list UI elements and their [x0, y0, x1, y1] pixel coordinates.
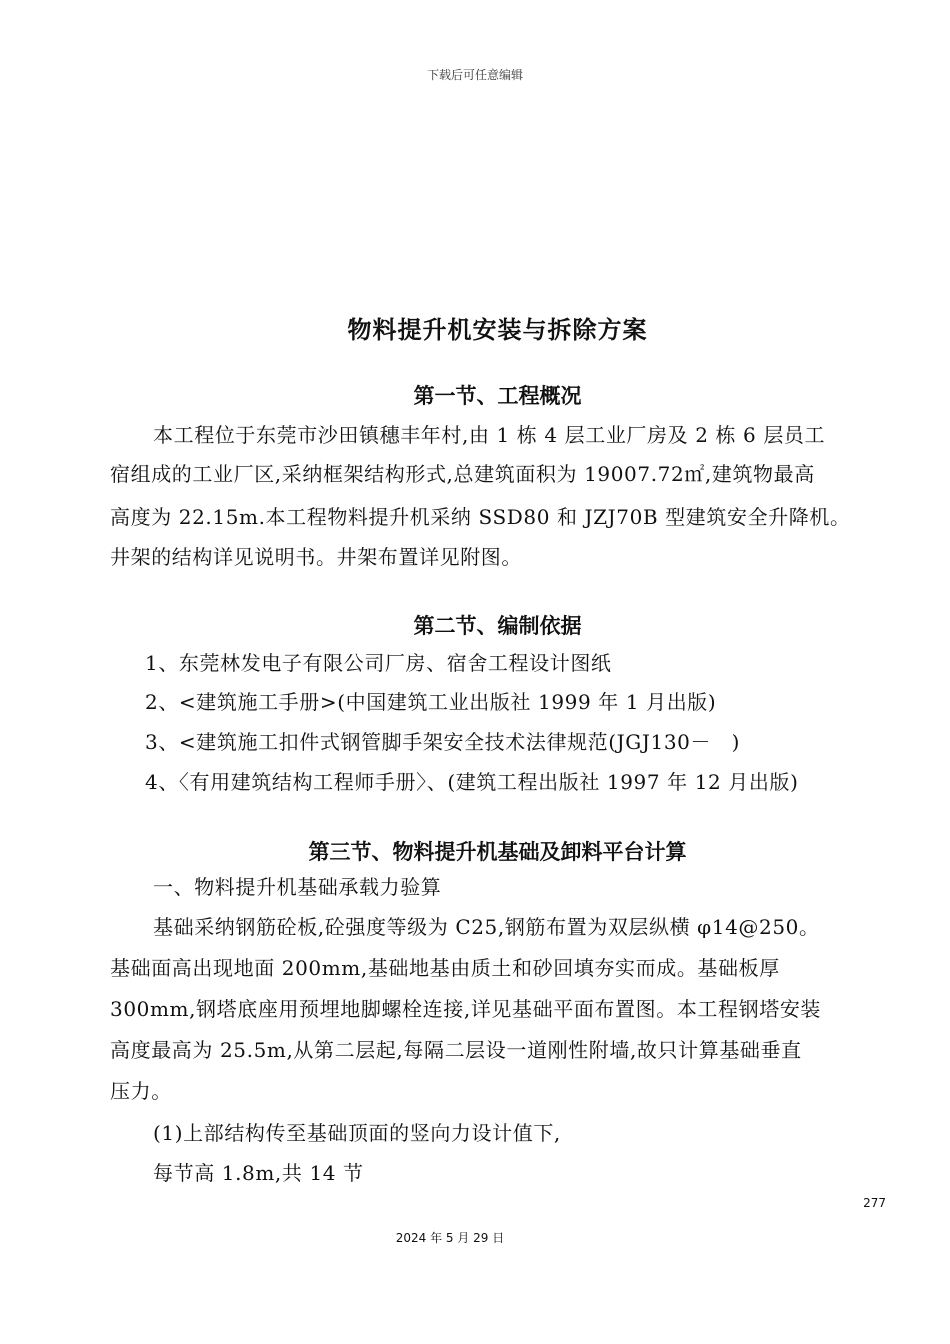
- paragraph-line: 高度最高为 25.5m,从第二层起,每隔二层设一道刚性附墙,故只计算基础垂直: [110, 1038, 802, 1062]
- paragraph-line: 每节高 1.8m,共 14 节: [153, 1161, 364, 1185]
- paragraph-line: (1)上部结构传至基础顶面的竖向力设计值下,: [153, 1121, 561, 1145]
- paragraph-line: 基础采纳钢筋砼板,砼强度等级为 C25,钢筋布置为双层纵横 φ14@250。: [153, 915, 820, 939]
- paragraph-line: 基础面高出现地面 200mm,基础地基由质土和砂回填夯实而成。基础板厚: [110, 956, 780, 980]
- list-item: 4、〈有用建筑结构工程师手册〉、(建筑工程出版社 1997 年 12 月出版): [145, 770, 799, 794]
- list-item: 2、<建筑施工手册>(中国建筑工业出版社 1999 年 1 月出版): [145, 690, 717, 714]
- paragraph-line: 压力。: [110, 1079, 172, 1103]
- list-item: 1、东莞林发电子有限公司厂房、宿舍工程设计图纸: [145, 651, 612, 675]
- page-header: 下载后可任意编辑: [426, 68, 523, 82]
- section-heading: 第一节、工程概况: [413, 384, 582, 408]
- subheading: 一、物料提升机基础承载力验算: [153, 875, 442, 899]
- list-item: 3、<建筑施工扣件式钢管脚手架安全技术法律规范(JGJ130－ ): [145, 730, 741, 754]
- paragraph-line: 300mm,钢塔底座用预埋地脚螺栓连接,详见基础平面布置图。本工程钢塔安装: [110, 997, 822, 1021]
- paragraph-line: 井架的结构详见说明书。井架布置详见附图。: [110, 545, 522, 569]
- footer-date: 2024 年 5 月 29 日: [395, 1231, 505, 1245]
- paragraph-line: 宿组成的工业厂区,采纳框架结构形式,总建筑面积为 19007.72㎡,建筑物最高: [110, 462, 815, 486]
- page-number: 277: [863, 1196, 886, 1210]
- section-heading: 第三节、物料提升机基础及卸料平台计算: [308, 840, 687, 864]
- document-title: 物料提升机安装与拆除方案: [347, 316, 648, 344]
- paragraph-line: 本工程位于东莞市沙田镇穗丰年村,由 1 栋 4 层工业厂房及 2 栋 6 层员工: [153, 423, 826, 447]
- paragraph-line: 高度为 22.15m.本工程物料提升机采纳 SSD80 和 JZJ70B 型建筑安全升降机。: [110, 505, 851, 529]
- section-heading: 第二节、编制依据: [413, 614, 582, 638]
